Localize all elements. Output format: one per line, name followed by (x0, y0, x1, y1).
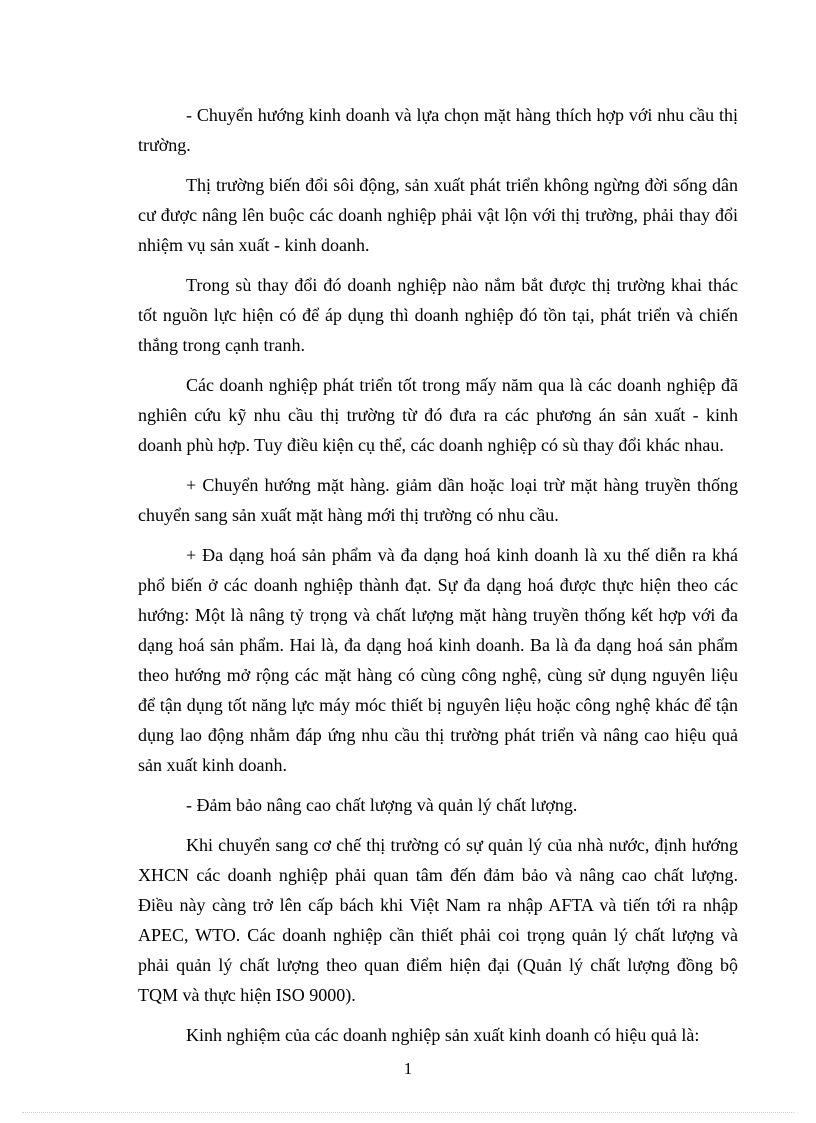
paragraph-1: - Chuyển hướng kinh doanh và lựa chọn mặt hàng thích hợp với nhu cầu thị trường. (138, 105, 738, 155)
document-body (138, 100, 738, 1060)
paragraph-2: Thị trường biến đổi sôi động, sản xuất phát triển không ngừng đời sống dân cư được nâng lên buộc các doanh nghiệp phải vật lộn với thị trường, phải thay đổi nhiệm vụ sản xuất - kinh doanh. (138, 175, 738, 255)
paragraph-8: Khi chuyển sang cơ chế thị trường có sự quản lý của nhà nước, định hướng XHCN các doanh nghiệp phải quan tâm đến đảm bảo và nâng cao chất lượng. Điều này càng trở lên cấp bách khi Việt Nam ra nhập AFTA và tiến tới ra nhập APEC, WTO. Các doanh nghiệp cần thiết phải coi trọng quản lý chất lượng và phải quản lý chất lượng theo quan điểm hiện đại (Quản lý chất lượng đồng bộ TQM và thực hiện ISO 9000). (138, 835, 738, 1005)
paragraph-6: + Đa dạng hoá sản phẩm và đa dạng hoá kinh doanh là xu thế diễn ra khá phổ biến ở các doanh nghiệp thành đạt. Sự đa dạng hoá được thực hiện theo các hướng: Một là nâng tỷ trọng và chất lượng mặt hàng truyền thống kết hợp với đa dạng hoá sản phẩm. Hai là, đa dạng hoá kinh doanh. Ba là đa dạng hoá sản phẩm theo hướng mở rộng các mặt hàng có cùng công nghệ, cùng sử dụng nguyên liệu để tận dụng tốt năng lực máy móc thiết bị nguyên liệu hoặc công nghệ khác để tận dụng lao động nhằm đáp ứng nhu cầu thị trường phát triển và nâng cao hiệu quả sản xuất kinh doanh. (138, 545, 738, 775)
page-bottom-divider (22, 1112, 794, 1113)
paragraph-3: Trong sù thay đổi đó doanh nghiệp nào nắm bắt được thị trường khai thác tốt nguồn lực hiện có để áp dụng thì doanh nghiệp đó tồn tại, phát triển và chiến thắng trong cạnh tranh. (138, 275, 738, 355)
paragraph-5: + Chuyển hướng mặt hàng. giảm dần hoặc loại trừ mặt hàng truyền thống chuyển sang sản xuất mặt hàng mới thị trường có nhu cầu. (138, 475, 738, 525)
page-number: 1 (403, 1059, 413, 1078)
paragraph-9: Kinh nghiệm của các doanh nghiệp sản xuất kinh doanh có hiệu quả là: (186, 1025, 700, 1045)
paragraph-4: Các doanh nghiệp phát triển tốt trong mấy năm qua là các doanh nghiệp đã nghiên cứu kỹ nhu cầu thị trường từ đó đưa ra các phương án sản xuất - kinh doanh phù hợp. Tuy điều kiện cụ thể, các doanh nghiệp có sù thay đổi khác nhau. (138, 375, 738, 455)
paragraph-7: - Đảm bảo nâng cao chất lượng và quản lý chất lượng. (186, 795, 578, 815)
